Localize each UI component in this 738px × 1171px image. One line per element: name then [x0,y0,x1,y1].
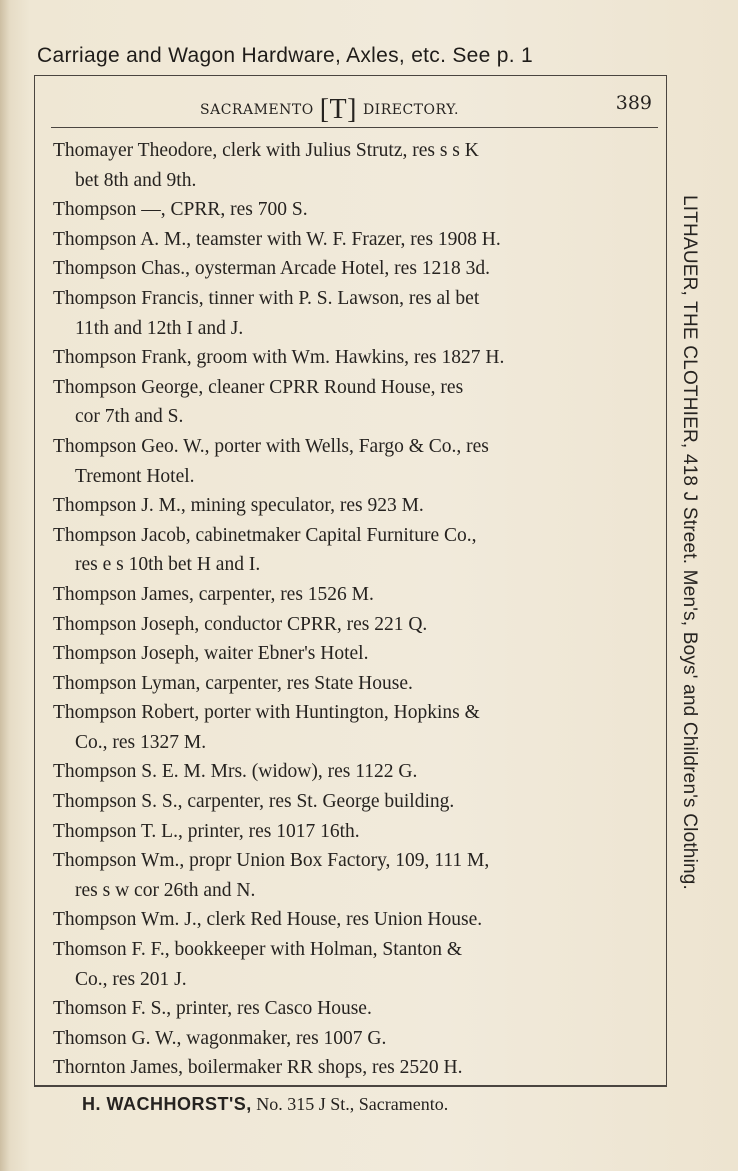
entry-line: Thompson A. M., teamster with W. F. Frazer, res 1908 H. [53,228,501,250]
entry-line: Thompson Wm. J., clerk Red House, res Union House. [53,909,483,931]
entry-line: Thompson Lyman, carpenter, res State House. [53,672,413,694]
page-number: 389 [615,92,652,114]
directory-entry [53,817,663,847]
directory-entry [53,757,663,787]
entry-line: Thompson Geo. W., porter with Wells, Fargo & Co., res [53,435,489,457]
directory-entry [53,136,663,195]
entry-line: Thompson Chas., oysterman Arcade Hotel, res 1218 3d. [53,258,491,280]
directory-entry [53,225,663,255]
entry-line: Thompson Francis, tinner with P. S. Lawson, res al bet [53,287,480,309]
entry-line: Thompson S. S., carpenter, res St. George building. [53,791,455,813]
directory-entry [53,432,663,491]
entry-continuation: res s w cor 26th and N. [75,879,256,901]
entry-continuation: Co., res 201 J. [75,968,187,990]
bottom-advertisement [82,1094,448,1115]
running-header [35,88,666,124]
header-divider [51,127,658,128]
entry-continuation: 11th and 12th I and J. [75,317,244,339]
entry-line: Thomson F. S., printer, res Casco House. [53,998,372,1020]
entry-line: Thompson J. M., mining speculator, res 923 M. [53,495,424,517]
top-advertisement: Carriage and Wagon Hardware, Axles, etc. See p. 1 [37,44,534,67]
entry-line: Thomson G. W., wagonmaker, res 1007 G. [53,1027,387,1049]
directory-entry [53,254,663,284]
directory-entry [53,905,663,935]
directory-entry [53,639,663,669]
directory-entry [53,580,663,610]
directory-entry [53,343,663,373]
directory-entry [53,491,663,521]
directory-entry [53,669,663,699]
entry-line: Thompson George, cleaner CPRR Round House, res [53,376,464,398]
directory-entry [53,698,663,757]
header-letter: [T] [319,94,357,125]
advertiser-name: H. WACHHORST'S, [82,1094,252,1114]
directory-entry [53,1024,663,1054]
directory-entry [53,195,663,225]
entry-continuation: res e s 10th bet H and I. [75,554,261,576]
advertiser-address: No. 315 J St., Sacramento. [256,1094,449,1114]
entry-line: Thomson F. F., bookkeeper with Holman, Stanton & [53,939,463,961]
entry-continuation: Tremont Hotel. [75,465,195,487]
directory-entry [53,610,663,640]
entry-line: Thompson Frank, groom with Wm. Hawkins, res 1827 H. [53,347,505,369]
directory-entries [53,136,663,1083]
directory-entry [53,373,663,432]
entry-line: Thompson —, CPRR, res 700 S. [53,199,308,221]
directory-entry [53,935,663,994]
entry-line: Thompson S. E. M. Mrs. (widow), res 1122 G. [53,761,418,783]
entry-line: Thompson T. L., printer, res 1017 16th. [53,820,360,842]
directory-entry [53,1053,663,1083]
side-advertisement: LITHAUER, THE CLOTHIER, 418 J Street. Men's, Boys' and Children's Clothing. [679,195,700,891]
directory-entry [53,521,663,580]
entry-line: Thompson Joseph, conductor CPRR, res 221 Q. [53,613,428,635]
entry-continuation: cor 7th and S. [75,406,184,428]
entry-line: Thompson Robert, porter with Huntington, Hopkins & [53,702,480,724]
directory-entry [53,994,663,1024]
directory-page-frame [34,75,667,1087]
entry-continuation: Co., res 1327 M. [75,731,207,753]
header-directory: DIRECTORY. [362,102,459,118]
entry-line: Thompson Joseph, waiter Ebner's Hotel. [53,643,369,665]
directory-entry [53,284,663,343]
running-title [200,94,459,126]
entry-line: Thornton James, boilermaker RR shops, res 2520 H. [53,1057,463,1079]
entry-line: Thompson Jacob, cabinetmaker Capital Furniture Co., [53,524,477,546]
header-city: SACRAMENTO [200,102,314,118]
entry-line: Thomayer Theodore, clerk with Julius Strutz, res s s K [53,140,479,161]
entry-line: Thompson James, carpenter, res 1526 M. [53,583,374,605]
directory-entry [53,846,663,905]
entry-continuation: bet 8th and 9th. [75,169,197,191]
directory-entry [53,787,663,817]
entry-line: Thompson Wm., propr Union Box Factory, 109, 111 M, [53,850,490,872]
